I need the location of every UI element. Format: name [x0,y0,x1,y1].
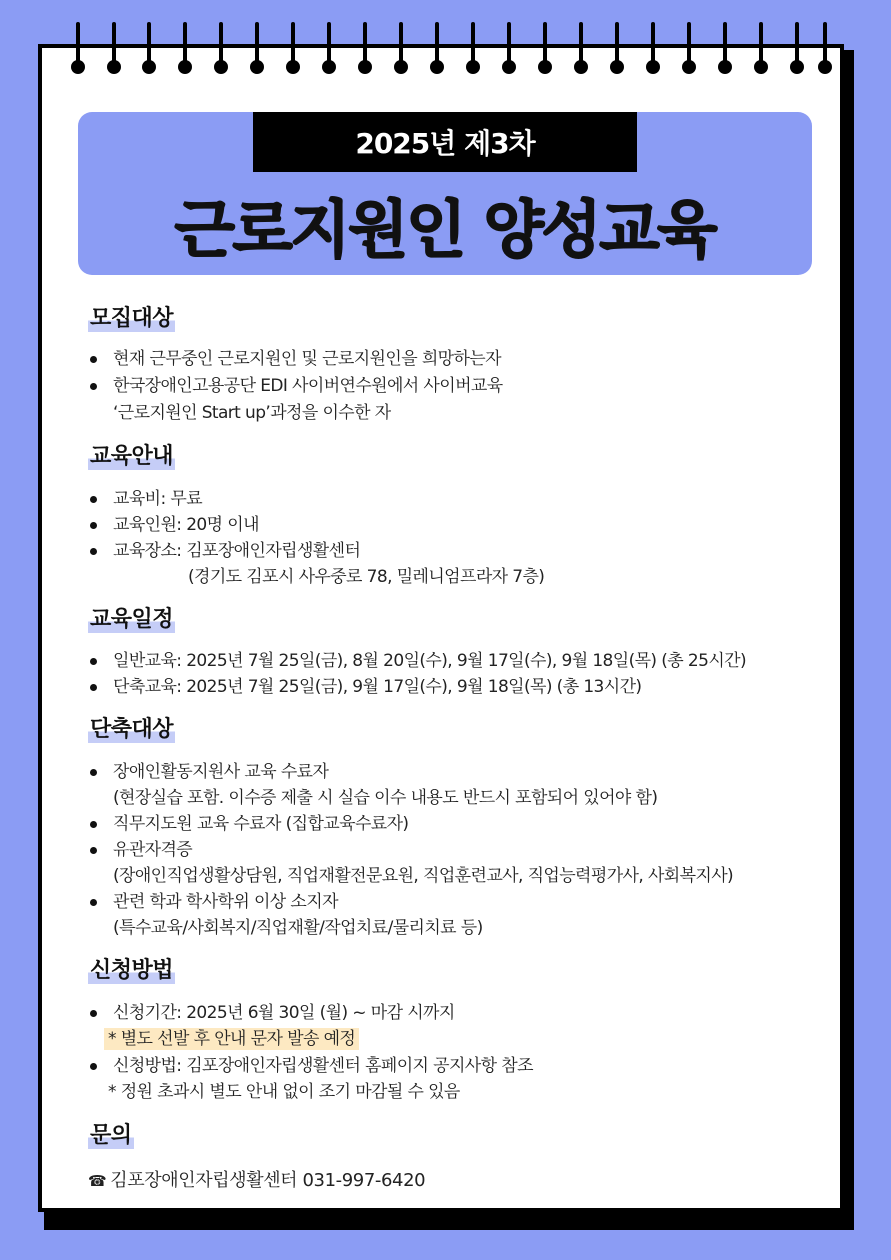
section-title-schedule: 교육일정 [90,607,174,632]
address-text: (경기도 김포시 사우중로 78, 밀레니엄프라자 7층) [188,567,545,587]
binding-ring [248,22,266,78]
binding-ring [69,22,87,78]
binding-ring [428,22,446,78]
section-title-short-target: 단축대상 [90,717,174,742]
binding-ring [572,22,590,78]
binding-ring [816,22,834,78]
list-item-continuation: ‘근로지원인 Start up’과정을 이수한 자 [113,403,391,423]
notice-highlight: * 별도 선발 후 안내 문자 발송 예정 [104,1028,359,1050]
main-title: 근로지원인 양성교육 [174,192,716,266]
section-apply [88,958,175,984]
binding-ring [680,22,698,78]
phone-icon: ☎ [88,1172,107,1190]
year-label: 2025년 제3차 [253,112,637,172]
binding-ring [536,22,554,78]
list-item-note: (장애인직업생활상담원, 직업재활전문요원, 직업훈련교사, 직업능력평가사, 사회복지사) [113,866,734,886]
binding-ring [464,22,482,78]
section-guide [88,444,175,470]
binding-ring [392,22,410,78]
binding-ring [500,22,518,78]
binding-ring [716,22,734,78]
binding-ring [212,22,230,78]
binding-ring [176,22,194,78]
section-title-recruit: 모집대상 [90,306,174,331]
notice-text: * 정원 초과시 별도 안내 없이 조기 마감될 수 있음 [108,1082,460,1102]
binding-ring [320,22,338,78]
section-title-contact: 문의 [90,1123,132,1148]
binding-ring [356,22,374,78]
section-schedule [88,607,175,633]
binding-ring [752,22,770,78]
contact-line [88,1166,425,1192]
binding-ring [140,22,158,78]
section-title-apply: 신청방법 [90,958,174,983]
binding-ring [788,22,806,78]
section-recruit [88,306,175,332]
binding-ring [105,22,123,78]
list-item-note: (특수교육/사회복지/직업재활/작업치료/물리치료 등) [113,918,483,938]
contact-text: 김포장애인자립생활센터 031-997-6420 [110,1170,426,1191]
section-contact [88,1123,134,1149]
binding-ring [644,22,662,78]
binding-ring [608,22,626,78]
section-title-guide: 교육안내 [90,444,174,469]
list-item-note: (현장실습 포함. 이수증 제출 시 실습 이수 내용도 반드시 포함되어 있어야 함) [113,788,658,808]
spiral-binding [0,0,891,80]
binding-ring [284,22,302,78]
section-short-target [88,717,175,743]
header-banner [78,112,812,275]
